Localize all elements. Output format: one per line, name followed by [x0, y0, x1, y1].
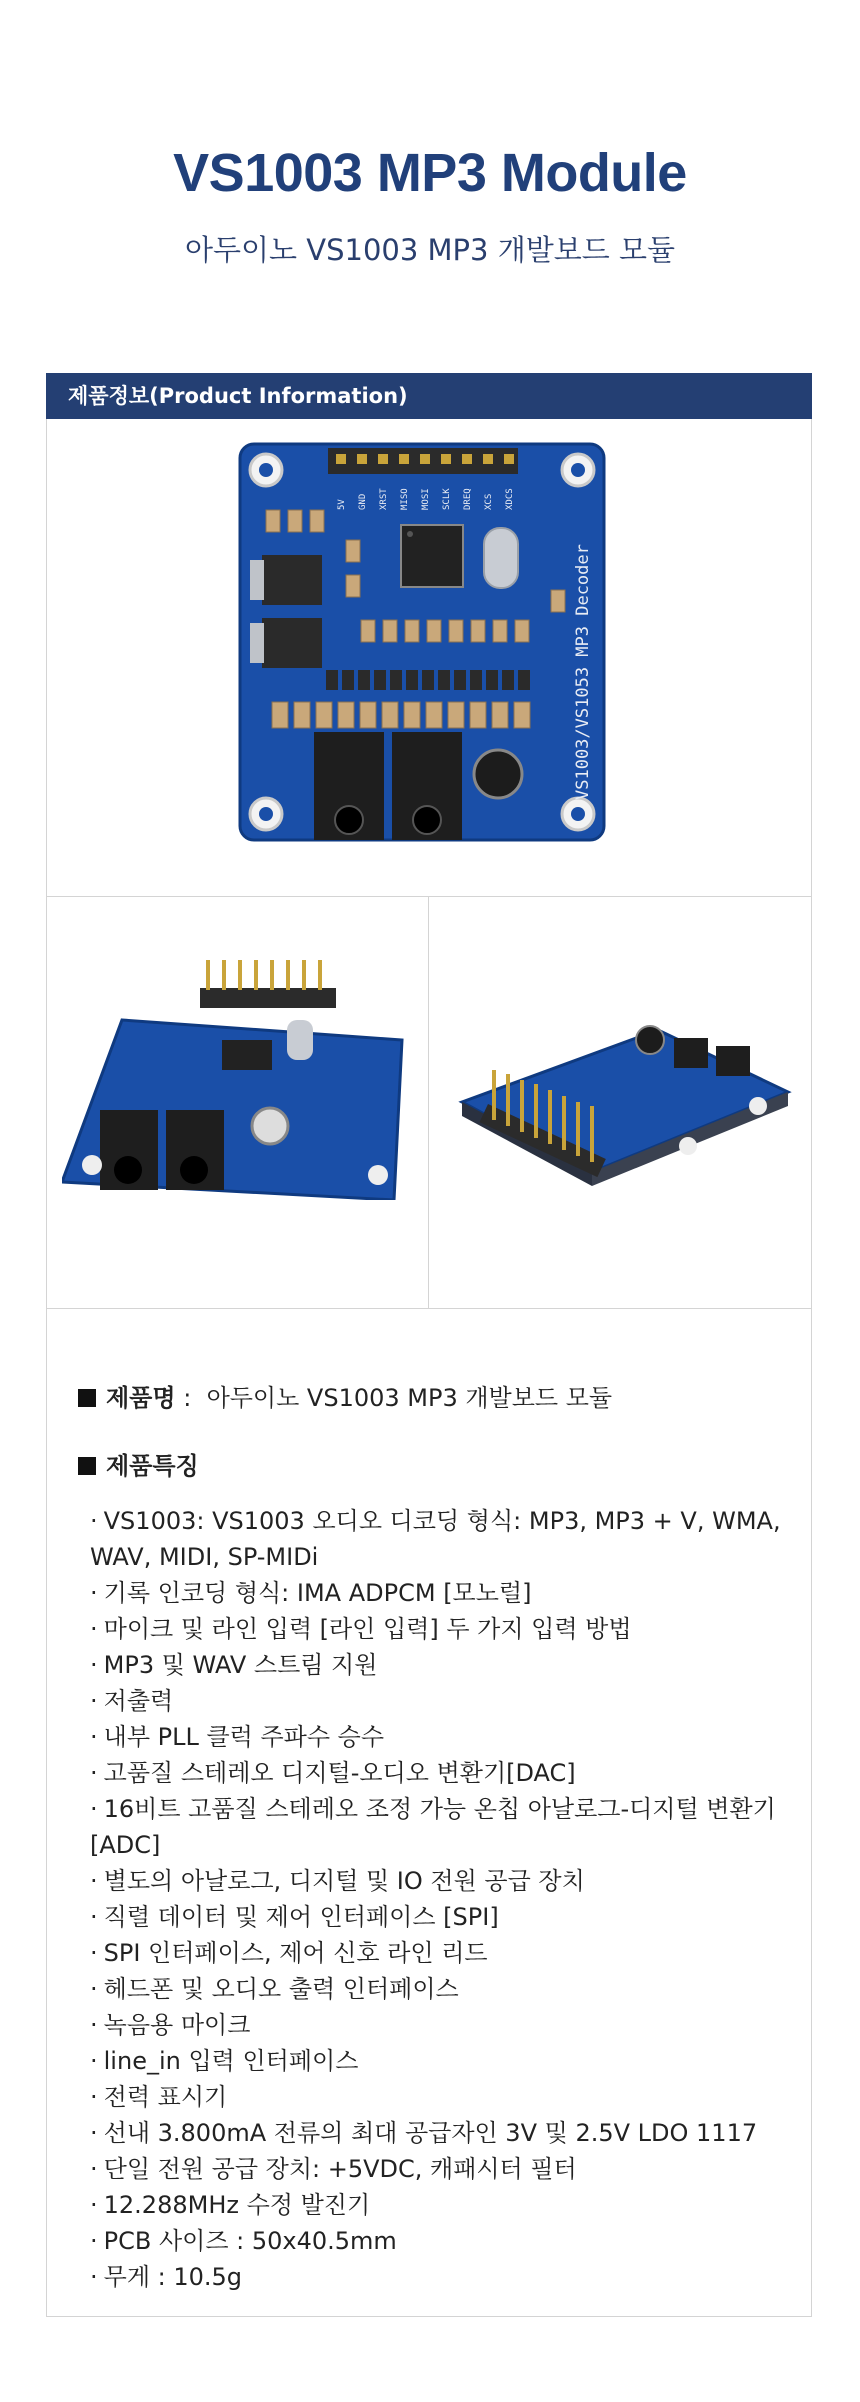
- feature-text: 전력 표시기: [103, 2083, 228, 2111]
- feature-bullet: ·: [90, 1687, 98, 1715]
- feature-bullet: ·: [90, 1615, 98, 1643]
- feature-text: VS1003: VS1003 오디오 디코딩 형식: MP3, MP3 + V, WMA, WAV, MIDI, SP-MIDi: [90, 1507, 781, 1571]
- feature-item: [90, 2007, 810, 2043]
- feature-bullet: ·: [90, 1759, 98, 1787]
- board-angle-image-2: [448, 1010, 798, 1190]
- square-bullet-icon: [78, 1389, 96, 1407]
- feature-text: line_in 입력 인터페이스: [103, 2047, 359, 2075]
- feature-text: 저출력: [103, 1687, 174, 1715]
- feature-bullet: ·: [90, 1579, 98, 1607]
- feature-bullet: ·: [90, 1507, 98, 1535]
- feature-item: [90, 1503, 810, 1575]
- feature-bullet: ·: [90, 2263, 98, 2291]
- divider-bottom: [46, 1308, 812, 1309]
- feature-text: 단일 전원 공급 장치: +5VDC, 캐패시터 필터: [103, 2155, 577, 2183]
- feature-text: 무게 : 10.5g: [103, 2263, 243, 2291]
- product-name-value: 아두이노 VS1003 MP3 개발보드 모듈: [206, 1384, 613, 1412]
- feature-item: [90, 1791, 810, 1863]
- board-angle-svg-1: [62, 960, 412, 1200]
- features-heading: [78, 1446, 199, 1481]
- feature-text: 직렬 데이터 및 제어 인터페이스 [SPI]: [103, 1903, 499, 1931]
- feature-bullet: ·: [90, 2047, 98, 2075]
- board-side-text: VS1003/VS1053 MP3 Decoder: [573, 544, 593, 800]
- feature-item: [90, 1863, 810, 1899]
- feature-item: [90, 1899, 810, 1935]
- feature-bullet: ·: [90, 1939, 98, 1967]
- page-title: VS1003 MP3 Module: [173, 143, 687, 203]
- pin-label-5v: 5V: [337, 499, 347, 510]
- feature-bullet: ·: [90, 2119, 98, 2147]
- square-bullet-icon: [78, 1457, 96, 1475]
- product-name-sep: :: [183, 1384, 192, 1412]
- feature-bullet: ·: [90, 2155, 98, 2183]
- svg-text:GND: GND: [358, 493, 368, 510]
- svg-text:XRST: XRST: [379, 488, 389, 510]
- feature-item: [90, 2043, 810, 2079]
- feature-item: [90, 1647, 810, 1683]
- feature-text: MP3 및 WAV 스트림 지원: [103, 1651, 378, 1679]
- feature-text: 별도의 아날로그, 디지털 및 IO 전원 공급 장치: [103, 1867, 585, 1895]
- feature-item: [90, 1611, 810, 1647]
- feature-bullet: ·: [90, 1651, 98, 1679]
- feature-item: [90, 2187, 810, 2223]
- feature-text: 선내 3.800mA 전류의 최대 공급자인 3V 및 2.5V LDO 1117: [103, 2119, 758, 2147]
- feature-item: [90, 2223, 810, 2259]
- feature-item: [90, 1935, 810, 1971]
- svg-text:MOSI: MOSI: [421, 488, 431, 510]
- feature-text: SPI 인터페이스, 제어 신호 라인 리드: [103, 1939, 488, 1967]
- feature-text: 내부 PLL 클럭 주파수 승수: [103, 1723, 385, 1751]
- features-list: [90, 1503, 810, 2295]
- svg-text:MISO: MISO: [400, 488, 410, 510]
- svg-text:SCLK: SCLK: [442, 488, 452, 510]
- feature-text: PCB 사이즈 : 50x40.5mm: [103, 2227, 397, 2255]
- feature-item: [90, 1755, 810, 1791]
- feature-item: [90, 1971, 810, 2007]
- svg-text:XDCS: XDCS: [505, 488, 515, 510]
- feature-text: 헤드폰 및 오디오 출력 인터페이스: [103, 1975, 459, 2003]
- feature-bullet: ·: [90, 1903, 98, 1931]
- feature-text: 고품질 스테레오 디지털-오디오 변환기[DAC]: [103, 1759, 576, 1787]
- divider-middle: [428, 896, 429, 1308]
- feature-text: 12.288MHz 수정 발진기: [103, 2191, 371, 2219]
- board-top-image: [236, 440, 608, 844]
- feature-bullet: ·: [90, 2227, 98, 2255]
- feature-item: [90, 2259, 810, 2295]
- feature-item: [90, 1683, 810, 1719]
- feature-text: 마이크 및 라인 입력 [라인 입력] 두 가지 입력 방법: [103, 1615, 632, 1643]
- feature-item: [90, 1575, 810, 1611]
- svg-text:XCS: XCS: [484, 493, 494, 510]
- feature-item: [90, 1719, 810, 1755]
- feature-bullet: ·: [90, 1795, 98, 1823]
- section-header-bar: 제품정보(Product Information): [46, 373, 812, 419]
- feature-bullet: ·: [90, 1867, 98, 1895]
- feature-bullet: ·: [90, 2191, 98, 2219]
- feature-text: 16비트 고품질 스테레오 조정 가능 온칩 아날로그-디지털 변환기[ADC]: [90, 1795, 776, 1859]
- board-angle-image-1: [62, 960, 412, 1200]
- feature-text: 기록 인코딩 형식: IMA ADPCM [모노럴]: [103, 1579, 532, 1607]
- board-angle-svg-2: [448, 1010, 798, 1190]
- feature-item: [90, 2151, 810, 2187]
- product-name-row: [78, 1378, 612, 1413]
- feature-bullet: ·: [90, 1975, 98, 2003]
- svg-text:DREQ: DREQ: [463, 488, 473, 510]
- feature-text: 녹음용 마이크: [103, 2011, 251, 2039]
- features-label: 제품특징: [106, 1452, 199, 1480]
- feature-bullet: ·: [90, 2011, 98, 2039]
- product-name-label: 제품명: [106, 1384, 176, 1412]
- feature-item: [90, 2079, 810, 2115]
- board-top-svg: [236, 440, 608, 844]
- divider-top: [46, 896, 812, 897]
- page-subtitle: 아두이노 VS1003 MP3 개발보드 모듈: [184, 233, 676, 267]
- feature-bullet: ·: [90, 2083, 98, 2111]
- feature-bullet: ·: [90, 1723, 98, 1751]
- feature-item: [90, 2115, 810, 2151]
